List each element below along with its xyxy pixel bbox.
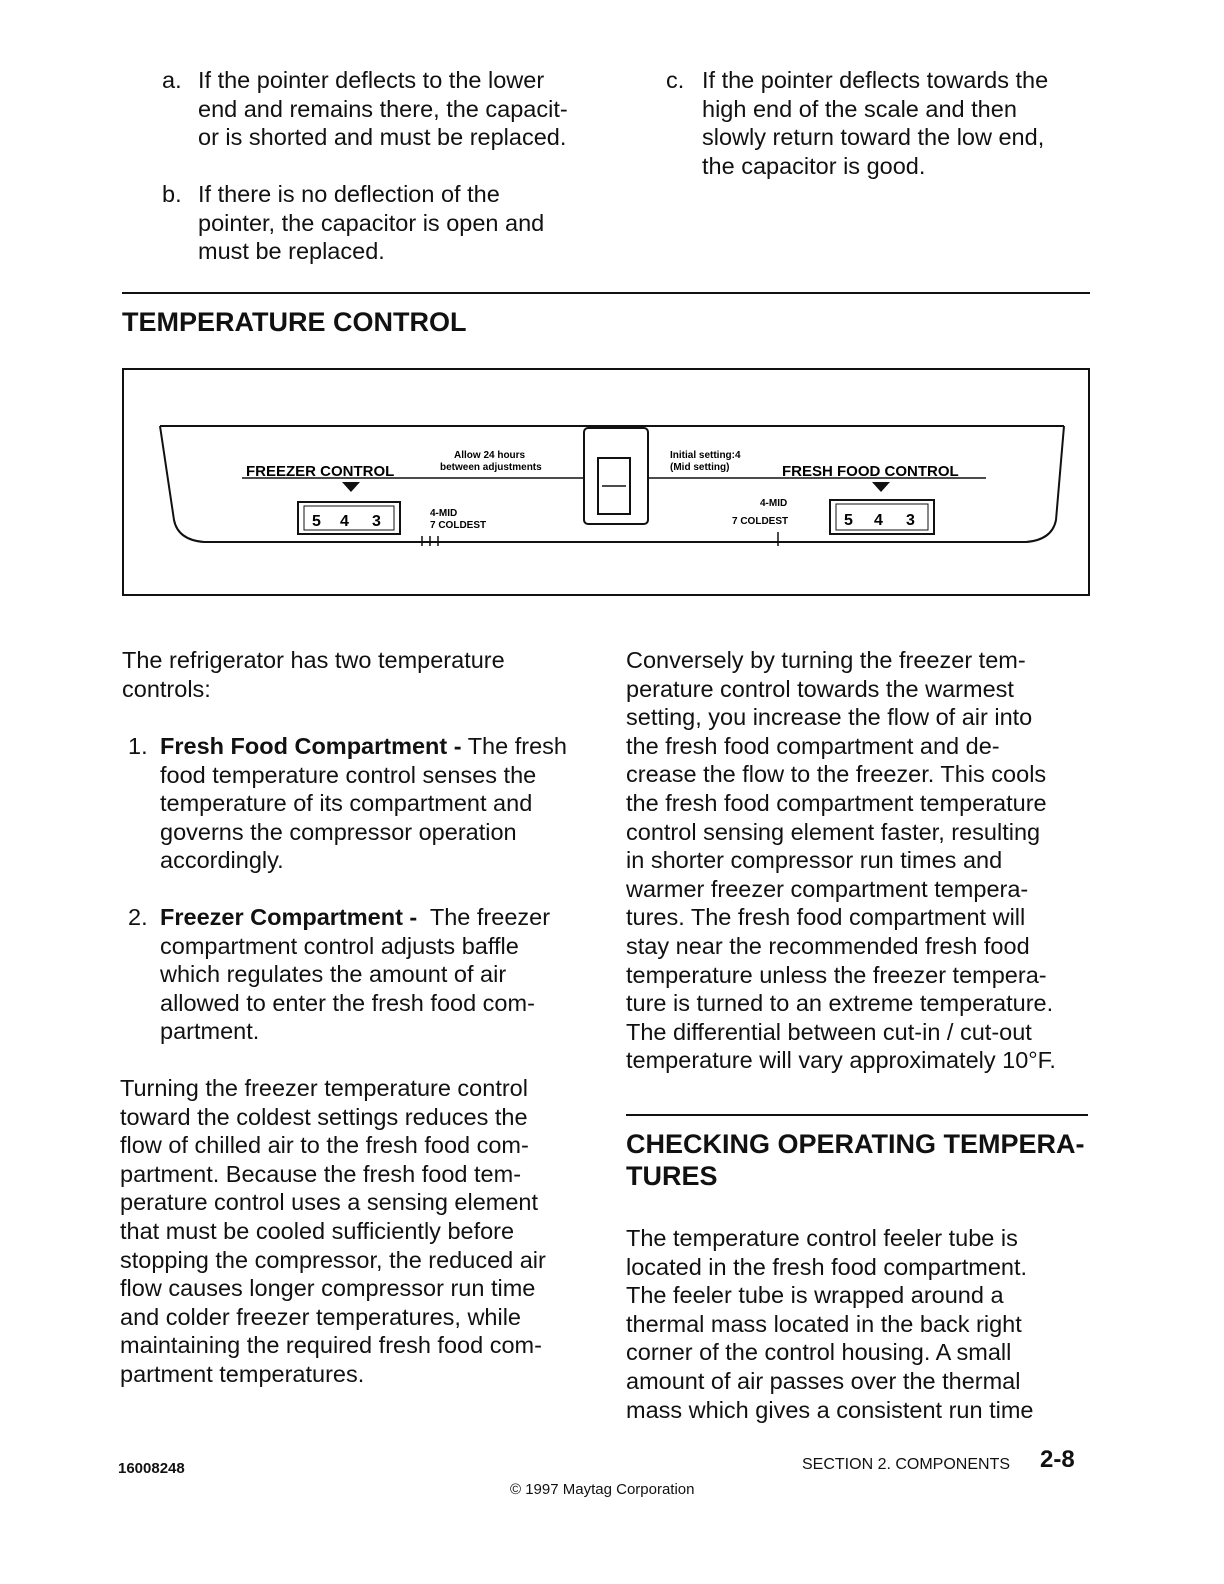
freezer-control-label: FREEZER CONTROL [246,463,395,480]
manual-page: a. If the pointer deflects to the lower end and remains there, the capacit- or is shorted and must be replaced. b. If there is no deflection of the pointer, the capacitor is open and must be replaced. c. If the pointer deflects towards the high end of the scale and then slowly return toward the low end, the capacitor is good. TEMPERATURE CONTROL FREEZER CONTROL Allow 24 hours between adjustments 5 4 3 4-MID 7 COLDEST Initial setting:4 (Mid setting) FRESH FOOD CONTROL 4-MID 7 COLDEST 5 4 3 The refrigerator has two temperature controls: 1. Fresh Food Compartment - The fresh food temperature control senses the temperature of its compartment and governs the compressor operation accordingly. 2. Freezer Compartment - The freezer compartment control adjusts baffle which regulates the amount of air allowed to enter the fresh food com- partment. Turning the freezer temperature control toward the coldest settings reduces the flow of chilled air to the fresh food com- partment. Because the fresh food tem- perature control uses a sensing element that must be cooled sufficiently before stopping the compressor, the reduced air flow causes longer compressor run time and colder freezer temperatures, while maintaining the required fresh food com- partment temperatures. Conversely by turning the freezer tem- perature control towards the warmest setting, you increase the flow of air into the fresh food compartment and de- crease the flow to the freezer. This cools the fresh food compartment temperature control sensing element faster, resulting in shorter compressor run times and warmer freezer compartment tempera- tures. The fresh food compartment will stay near the recommended fresh food temperature unless the freezer tempera- ture is turned to an extreme temperature. The differential between cut-in / cut-out temperature will vary approximately 10°F. CHECKING OPERATING TEMPERA- TURES The temperature control feeler tube is located in the fresh food compartment. The feeler tube is wrapped around a thermal mass located in the back right corner of the control housing. A small amount of air passes over the thermal mass which gives a consistent run time 16008248 SECTION 2. COMPONENTS 2-8 © 1997 Maytag Corporation [0,0,1224,1584]
turning-paragraph: Turning the freezer temperature control toward the coldest settings reduces the flow of chilled air to the fresh food com- partment. Because the fresh food tem- perature control uses a sensing element that must be cooled sufficiently before stopping the compressor, the reduced air flow causes longer compressor run time and colder freezer temperatures, while maintaining the required fresh food com- partment temperatures. [120,1075,546,1387]
document-number: 16008248 [118,1460,185,1477]
freezer-dial-digit: 4 [340,513,349,530]
freezer-dial-digit: 3 [372,513,381,530]
section-divider [122,292,1090,294]
fresh-food-control-label: FRESH FOOD CONTROL [782,463,959,480]
intro-paragraph: The refrigerator has two temperature controls: [122,647,505,702]
fresh-dial-digit: 4 [874,512,883,529]
item-label: a. [162,67,182,93]
section-heading-checking: CHECKING OPERATING TEMPERA- TURES [626,1129,1085,1191]
control-panel-diagram [122,368,1090,596]
initial-note-line-1: Initial setting:4 [670,450,741,461]
initial-note-line-2: (Mid setting) [670,462,730,473]
item-label: 1. [128,733,148,759]
freezer-scale-coldest: 7 COLDEST [430,520,487,531]
conversely-paragraph: Conversely by turning the freezer tem- perature control towards the warmest setting, you increase the flow of air into the fresh food compartment and de- crease the flow to the freezer. This cools the fresh food compartment temperature control sensing element faster, resulting in shorter compressor run times and warmer freezer compartment tempera- tures. The fresh food compartment will stay near the recommended fresh food temperature unless the freezer tempera- ture is turned to an extreme temperature. The differential between cut-in / cut-out temperature will vary approximately 10°F. [626,647,1056,1074]
page-number: 2-8 [1040,1446,1075,1473]
freezer-scale-mid: 4-MID [430,508,458,519]
item-label: c. [666,67,685,93]
section-footer-label: SECTION 2. COMPONENTS [802,1456,1011,1473]
freezer-dial-digit: 5 [312,513,321,530]
section-divider [626,1114,1088,1116]
freezer-pointer-arrow [342,482,360,492]
fresh-scale-mid: 4-MID [760,498,788,509]
allow-note-line-1: Allow 24 hours [454,450,526,461]
fresh-dial-digit: 3 [906,512,915,529]
allow-note-line-2: between adjustments [440,462,542,473]
checking-paragraph: The temperature control feeler tube is located in the fresh food compartment. The feeler tube is wrapped around a thermal mass located in the back right corner of the control housing. A small amount of air passes over the thermal mass which gives a consistent run time [626,1225,1034,1423]
control-panel-illustration [124,370,1088,594]
fresh-scale-coldest: 7 COLDEST [732,516,789,527]
item-label: b. [162,181,182,207]
item-term: Fresh Food Compartment - [160,733,462,759]
item-term: Freezer Compartment - [160,904,418,930]
section-heading-temperature-control: TEMPERATURE CONTROL [122,307,467,337]
fresh-food-pointer-arrow [872,482,890,492]
item-label: 2. [128,904,148,930]
fresh-dial-digit: 5 [844,512,853,529]
copyright-notice: © 1997 Maytag Corporation [510,1481,695,1498]
